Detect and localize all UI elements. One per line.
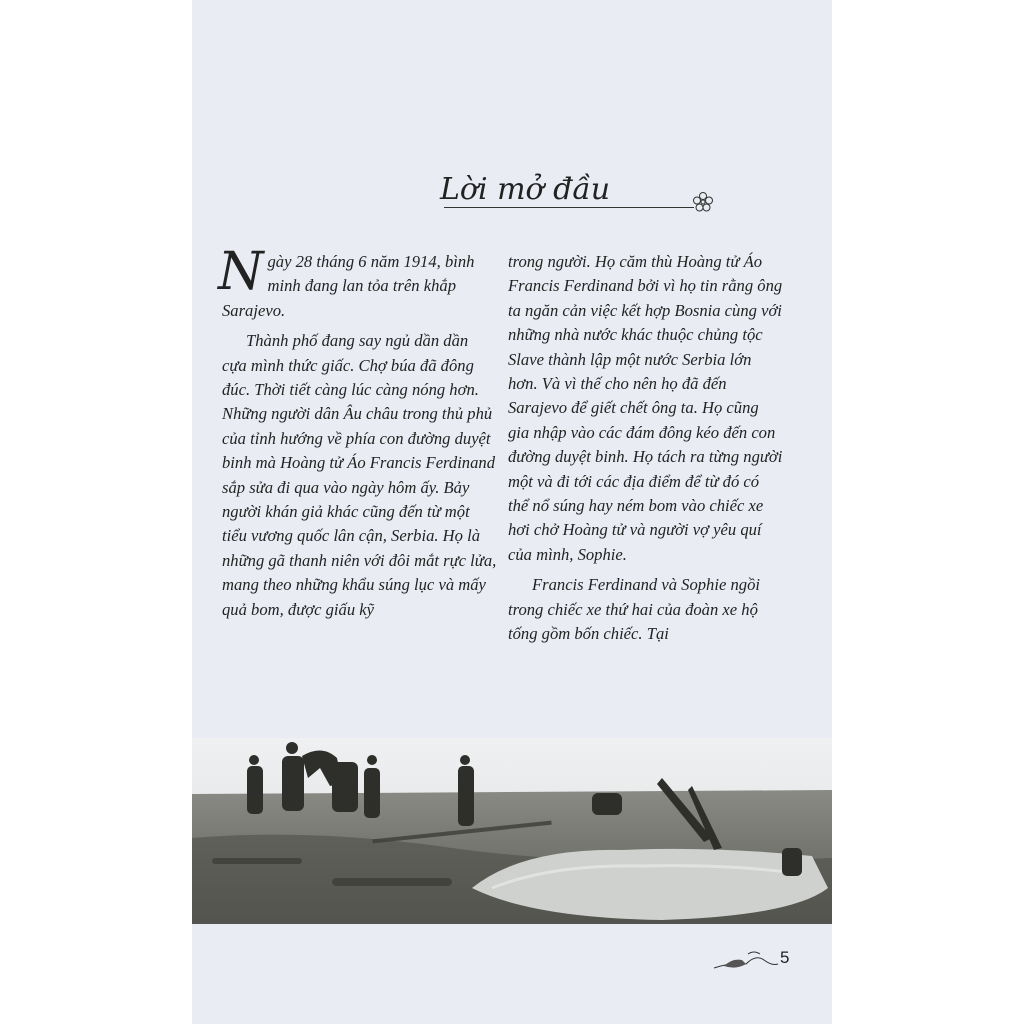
opening-text: gày 28 tháng 6 năm 1914, bình minh đang lan tỏa trên khắp Sarajevo.: [222, 252, 475, 320]
footer-ornament-icon: [712, 948, 780, 972]
battlefield-photo: [192, 738, 832, 924]
heading-title: Lời mở đầu: [440, 172, 611, 207]
flower-ornament-icon: [692, 191, 714, 213]
left-text-column: [218, 242, 497, 622]
chapter-heading: [440, 172, 730, 222]
right-text-column: [508, 250, 783, 647]
body-paragraph: Francis Ferdinand và Sophie ngồi trong chiếc xe thứ hai của đoàn xe hộ tống gồm bốn chiếc. Tại: [508, 575, 760, 644]
drop-cap: N: [218, 242, 264, 302]
opening-paragraph: [218, 242, 497, 323]
page-number: 5: [780, 948, 790, 967]
heading-underline: [444, 207, 694, 208]
body-paragraph: Thành phố đang say ngủ dần dần cựa mình thức giấc. Chợ búa đã đông đúc. Thời tiết càng lúc càng nóng hơn. Những người dân Âu châu trong thủ phủ của tỉnh hướng về phía con đường duyệt binh mà Hoàng tử Áo Francis Ferdinand sắp sửa đi qua vào ngày hôm ấy. Bảy người khán giả khác cũng đến từ một tiểu vương quốc lân cận, Serbia. Họ là những gã thanh niên với đôi mắt rực lửa, mang theo những khẩu súng lục và mấy quả bom, được giấu kỹ: [222, 331, 497, 619]
body-paragraph: trong người. Họ căm thù Hoàng tử Áo Francis Ferdinand bởi vì họ tin rằng ông ta ngăn cản việc kết hợp Bosnia cùng với những nhà nước khác thuộc chủng tộc Slave thành lập một nước Serbia lớn hơn. Và vì thế cho nên họ đã đến Sarajevo để giết chết ông ta. Họ cũng gia nhập vào các đám đông kéo đến con đường duyệt binh. Họ tách ra từng người một và đi tới các địa điểm để từ đó có thể nổ súng hay ném bom vào chiếc xe hơi chở Hoàng tử và người vợ yêu quí của mình, Sophie.: [508, 252, 783, 564]
